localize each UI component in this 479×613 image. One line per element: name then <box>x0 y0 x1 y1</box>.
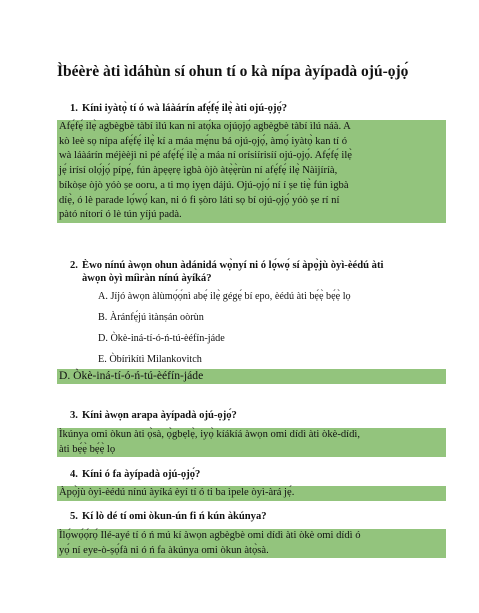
option-e: E. Òbírìkítì Milankovitch <box>98 354 202 365</box>
answer-line: D. Òkè-iná-tí-ó-ń-tú-èéfín-jáde <box>59 369 204 382</box>
answer-line: bíkòṣe òjò yóò ṣe ooru, a ti mọ iyẹn dájú. Ojú-ọjọ́ ní í ṣe tiẹ̀ fún ìgbà <box>59 179 349 191</box>
answer-line: àti bẹ́ẹ̀ bẹ́ẹ̀ lọ <box>59 443 116 455</box>
option-a: A. Jíjó àwọn àlùmọ́ọ́nì abẹ́ ilẹ̀ gégẹ́ bí epo, èédú àti bẹ́ẹ̀ bẹ́ẹ̀ lọ <box>98 291 351 302</box>
question-4 <box>70 468 440 481</box>
answer-line: Ìkúnya omi òkun àti ọ̀sà, ọ̀gbẹlẹ̀, iyọ̀ kíákíá àwọn omi dídì àti òkè-dídì, <box>59 429 360 440</box>
answer-line: jẹ́ irísí olọ́jọ́ pípẹ́, fún àpẹẹrẹ ìgbà òjò àtẹ̀ẹ̀rùn ní afẹ́fẹ́ ilẹ̀ Nàìjíríà, <box>59 165 338 177</box>
question-text: Èwo nínú àwọn ohun àdánidá wọ̀nyí ni ó lọ́wọ́ sí àpọ̀jù òyì-èédú àti <box>82 260 384 271</box>
question-number: 2. <box>70 260 78 271</box>
question-3 <box>70 409 440 422</box>
answer-line: kò leè sọ nípa afẹ́fẹ́ ilẹ̀ kí a máa mẹ́nu bá ojú-ọjọ́, àmọ́ iyàtọ̀ kan tí ó <box>59 135 347 147</box>
option-b: B. Àránfẹ́jú ìtànṣán oòrùn <box>98 312 204 323</box>
question-text: Kí lò dé tí omi òkun-ún fi ń kún àkúnya? <box>82 511 267 522</box>
question-text: Kíni àwọn arapa àyípadà ojú-ọjọ́? <box>82 410 237 421</box>
question-number: 1. <box>70 103 78 114</box>
option-d: D. Òkè-iná-tí-ó-ń-tú-èéfín-jáde <box>98 333 225 344</box>
answer-2 <box>57 369 446 384</box>
question-1 <box>70 102 440 115</box>
answer-line: pàtó nítorí ó lè tún yíjú padà. <box>59 209 182 221</box>
page-title: Ìbéèrè àti ìdáhùn sí ohun tí o kà nípa àyípadà ojú-ọjọ́ <box>57 63 409 80</box>
question-5 <box>70 510 440 523</box>
answer-1 <box>57 120 446 223</box>
question-2 <box>70 259 440 285</box>
answer-3 <box>57 428 446 457</box>
answer-4 <box>57 486 446 501</box>
question-number: 3. <box>70 410 78 421</box>
question-text-continued: àwọn òyì míìràn nínú àyíká? <box>82 273 212 284</box>
question-text: Kíni iyàtọ̀ tí ó wà láàárín afẹ́fẹ́ ilẹ̀ àti ojú-ọjọ́? <box>82 103 288 114</box>
answer-line: Àpọ̀jù òyì-èédú nínú àyíká èyí tí ó ti ba ìpele òyì-àrá jẹ́. <box>59 487 295 498</box>
question-number: 5. <box>70 511 78 522</box>
answer-5 <box>57 529 446 558</box>
answer-line: díẹ̀, ó lè parade lọ́wọ́ kan, ni ó fi ṣòro láti sọ bí ojú-ọjọ́ yóò ṣe rí ní <box>59 194 340 206</box>
answer-line: Ìlọ́wọ́ọ́rọ́ Ilé-ayé tí ó ń mú kí àwọn agbègbè omi dídì àti òkè omi dídì ó <box>59 530 361 541</box>
answer-line: yọ́ ní eye-ò-ṣọ́fà ni ó ń fa àkúnya omi òkun àtọ̀sà. <box>59 544 269 556</box>
answer-line: wà láàárín méjèèjì ni pé afẹ́fẹ́ ilẹ̀ a máa ní orísiírisíí ojú-ọjọ́. Afẹ́fẹ́ ilẹ̀ <box>59 150 352 162</box>
question-text: Kíni ó fa àyípadà ojú-ọjọ́? <box>82 469 201 480</box>
answer-line: Afẹ́fẹ́ ilẹ̀ agbègbè tàbí ìlú kan ni atọ́ka ojúọjọ́ agbègbè tàbí ìlú náà. A <box>59 121 351 132</box>
question-number: 4. <box>70 469 78 480</box>
